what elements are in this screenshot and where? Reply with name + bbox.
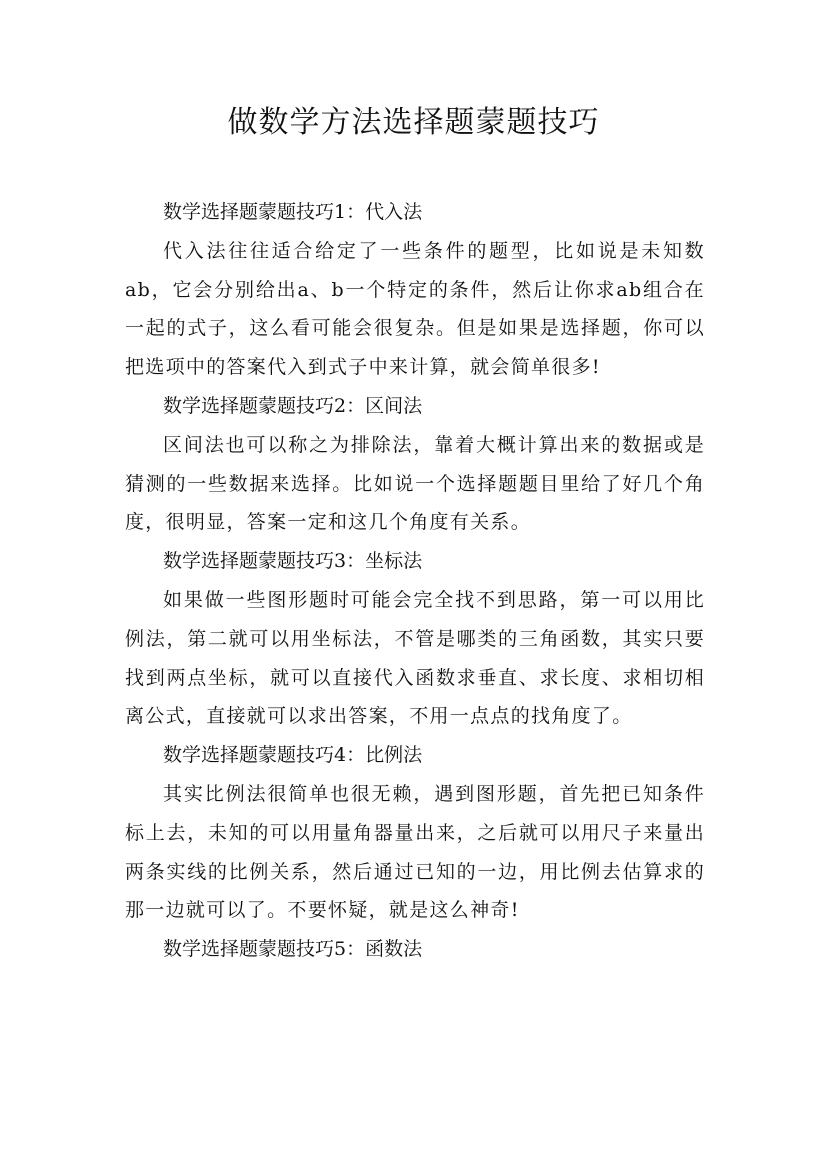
section-1-paragraph: 代入法往往适合给定了一些条件的题型，比如说是未知数ab，它会分别给出a、b一个特定的条件，然后让你求ab组合在一起的式子，这么看可能会很复杂。但是如果是选择题，你可以把选项中的答案代入到式子中来计算，就会简单很多! xyxy=(125,239,705,379)
section-3-heading: 数学选择题蒙题技巧3：坐标法 xyxy=(163,550,423,573)
document-body xyxy=(125,193,705,969)
section-3-paragraph: 如果做一些图形题时可能会完全找不到思路，第一可以用比例法，第二就可以用坐标法，不管是哪类的三角函数，其实只要找到两点坐标，就可以直接代入函数求垂直、求长度、求相切相离公式，直接就可以求出答案，不用一点点的找角度了。 xyxy=(125,588,705,728)
section-2-heading: 数学选择题蒙题技巧2：区间法 xyxy=(163,394,423,417)
section-5-heading: 数学选择题蒙题技巧5：函数法 xyxy=(163,938,423,961)
document-title: 做数学方法选择题蒙题技巧 xyxy=(227,105,600,140)
section-4-paragraph: 其实比例法很简单也很无赖，遇到图形题，首先把已知条件标上去，未知的可以用量角器量出来，之后就可以用尺子来量出两条实线的比例关系，然后通过已知的一边，用比例去估算求的那一边就可以了。不要怀疑，就是这么神奇! xyxy=(125,782,705,922)
section-1-heading: 数学选择题蒙题技巧1：代入法 xyxy=(163,201,423,223)
section-2-paragraph: 区间法也可以称之为排除法，靠着大概计算出来的数据或是猜测的一些数据来选择。比如说一个选择题题目里给了好几个角度，很明显，答案一定和这几个角度有关系。 xyxy=(125,433,705,534)
section-4-heading: 数学选择题蒙题技巧4：比例法 xyxy=(163,744,423,767)
